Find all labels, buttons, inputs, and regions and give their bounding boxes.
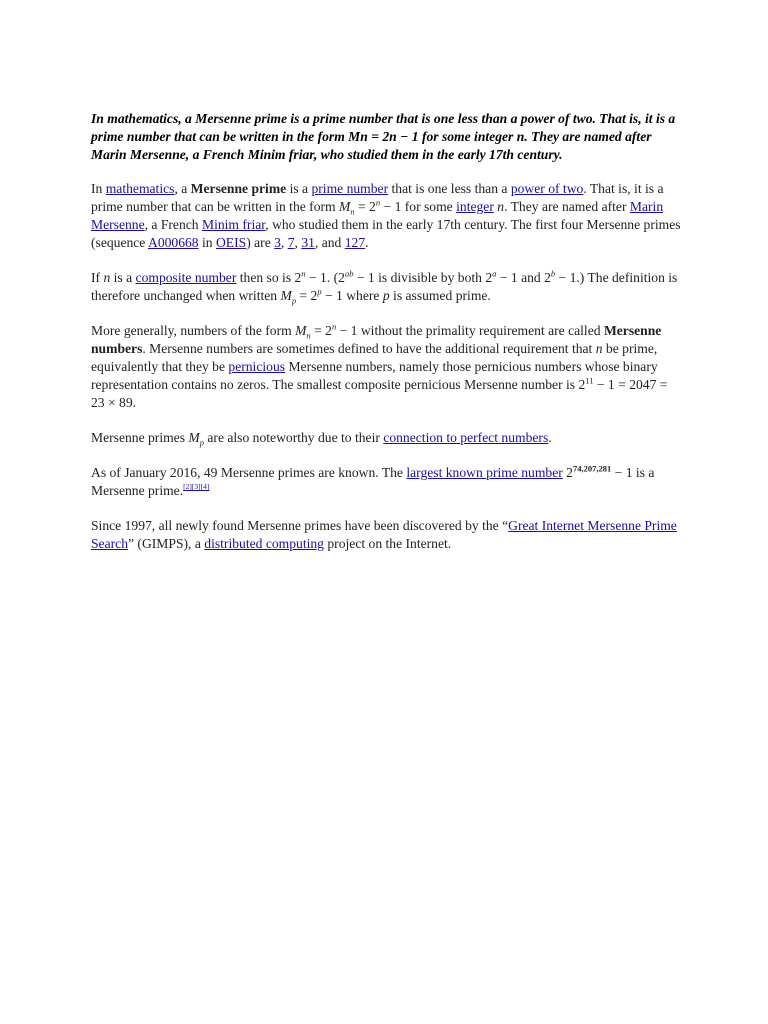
link-31[interactable]: 31	[301, 235, 315, 250]
term-mersenne-numbers: Mersenne numbers	[91, 323, 662, 356]
ref-3[interactable]: [3]	[191, 482, 201, 492]
paragraph-gimps: Since 1997, all newly found Mersenne primes have been discovered by the “Great Internet Mersenne Prime Search” (GIMPS), a distributed computing project on the Internet.	[91, 518, 677, 551]
link-oeis[interactable]: OEIS	[215, 235, 247, 250]
link-power-of-two[interactable]: power of two	[510, 181, 584, 196]
link-distributed-computing[interactable]: distributed computing	[204, 536, 324, 551]
link-integer[interactable]: integer	[456, 199, 494, 214]
link-minim-friar[interactable]: Minim friar	[202, 217, 266, 232]
paragraph-mersenne-numbers: More generally, numbers of the form $M_n = 2^n - 1$ without the primality requirement are called Mersenne numbers. Mersenne numbers are sometimes defined to have the additional requirement that n be prime, equivalently that they be pernicious Mersenne numbers, namely those pernicious numbers whose binary representation contains no zeros. The smallest composite pernicious Mersenne number is $2^{11} - 1 = 2047 = 23 \times 89$.	[91, 321, 668, 410]
ref-2[interactable]: [2]	[183, 482, 192, 492]
paragraph-definition: In mathematics, a Mersenne prime is a prime number that is one less than a power of two. That is, it is a prime number that can be written in the form $M_n = 2^n - 1$ for some integer n. They are named after Marin Mersenne, a French Minim friar, who studied them in the early 17th century. The first four Mersenne primes (sequence A000668 in OEIS) are 3, 7, 31, and 127.	[91, 181, 681, 250]
link-a000668[interactable]: A000668	[148, 235, 199, 250]
link-prime-number[interactable]: prime number	[311, 181, 389, 196]
term-mersenne-prime: Mersenne prime	[190, 181, 287, 196]
link-mathematics[interactable]: mathematics	[105, 181, 175, 196]
reference-markers	[183, 481, 209, 491]
link-7[interactable]: 7	[287, 235, 295, 250]
link-marin-mersenne[interactable]: Marin Mersenne	[91, 199, 664, 232]
paragraph-perfect-numbers: Mersenne primes $M_p$ are also noteworthy due to their connection to perfect numbers.	[91, 430, 552, 448]
lead-summary: In mathematics, a Mersenne prime is a prime number that is one less than a power of two. That is, it is a prime number that can be written in the form Mn = 2n − 1 for some integer n. They are named after Marin Mersenne, a French Minim friar, who studied them in the early 17th century.	[91, 111, 676, 162]
link-pernicious[interactable]: pernicious	[228, 359, 286, 374]
prime-exponent: 74,207,281	[572, 463, 612, 474]
link-largest-known-prime[interactable]: largest known prime number	[406, 465, 563, 480]
link-composite-number[interactable]: composite number	[135, 270, 237, 285]
link-127[interactable]: 127	[344, 235, 366, 250]
ref-4[interactable]: [4]	[200, 482, 210, 492]
link-gimps[interactable]: Great Internet Mersenne Prime Search	[91, 518, 677, 551]
paragraph-composite: If n is a composite number then so is $2^n - 1$. ($2^{ab} - 1$ is divisible by both $2^a - 1$ and $2^b - 1$.) The definition is therefore unchanged when written $M_p = 2^p - 1$ where p is assumed prime.	[91, 268, 678, 306]
link-3[interactable]: 3	[274, 235, 281, 250]
paragraph-known-primes: As of January 2016, 49 Mersenne primes are known. The largest known prime number $2^{74,207,281} - 1$ is a Mersenne prime.[2][3][4]	[91, 463, 655, 498]
link-connection-to-perfect-numbers[interactable]: connection to perfect numbers	[383, 430, 549, 445]
article-body	[91, 110, 681, 570]
